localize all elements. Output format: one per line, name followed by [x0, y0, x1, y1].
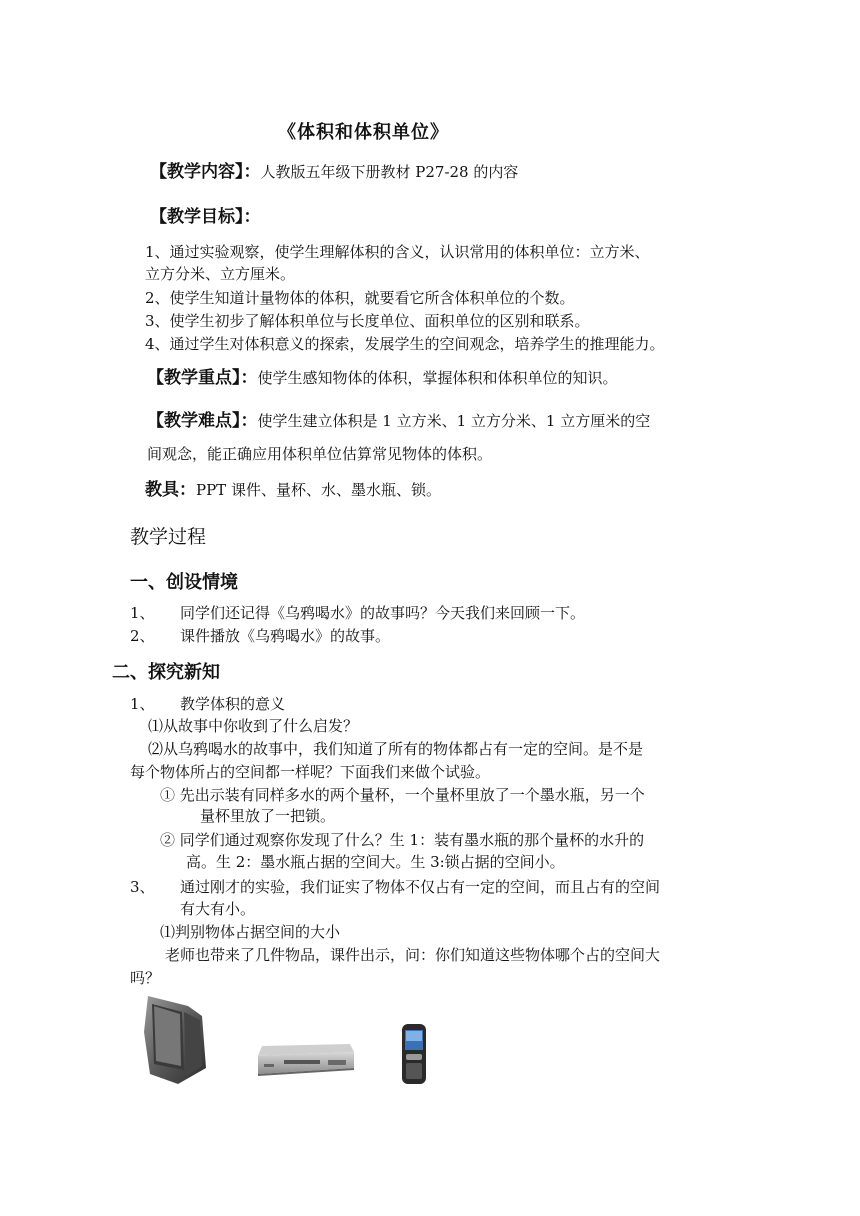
section2-item-1 [130, 694, 285, 714]
paragraph-1: 老师也带来了几件物品，课件出示，问：你们知道这些物体哪个占的空间大 [165, 946, 661, 964]
item-text: 同学们还记得《乌鸦喝水》的故事吗？今天我们来回顾一下。 [180, 604, 586, 622]
dvd-player-image [254, 1040, 356, 1080]
difficulty-text: 使学生建立体积是 1 立方米、1 立方分米、1 立方厘米的空 [257, 412, 651, 430]
content-line [150, 162, 518, 182]
question-2: ⑵从乌鸦喝水的故事中，我们知道了所有的物体都占有一定的空间。是不是 [148, 740, 644, 758]
goals-heading [150, 207, 261, 227]
difficulty-label: 【教学难点】： [147, 411, 258, 431]
item-number: 2、 [130, 627, 155, 645]
mobile-phone-image [400, 1022, 428, 1086]
section1-item-1 [130, 603, 585, 623]
tools-text: PPT 课件、量杯、水、墨水瓶、锁。 [196, 481, 441, 499]
process-heading: 教学过程 [130, 526, 207, 548]
section1-item-2 [130, 626, 390, 646]
item-number: 3、 [130, 878, 155, 896]
goal-line-3: 3、使学生初步了解体积单位与长度单位、面积单位的区别和联系。 [145, 312, 590, 330]
goal-line-2: 2、使学生知道计量物体的体积，就要看它所含体积单位的个数。 [145, 289, 575, 307]
circle-item-2: ② 同学们通过观察你发现了什么？生 1：装有墨水瓶的那个量杯的水升的 [160, 831, 645, 849]
keypoint-label: 【教学重点】： [147, 368, 258, 388]
section1-heading: 一、创设情境 [130, 572, 238, 593]
circle-item-1-cont: 量杯里放了一把锁。 [200, 807, 336, 825]
goals-label: 【教学目标】： [150, 207, 261, 227]
item-text: 课件播放《乌鸦喝水》的故事。 [180, 627, 391, 645]
tools-line [145, 480, 441, 500]
goal-line-4: 4、通过学生对体积意义的探索，发展学生的空间观念，培养学生的推理能力。 [145, 335, 665, 353]
question-2-cont: 每个物体所占的空间都一样呢？下面我们来做个试验。 [130, 763, 491, 781]
goal-line-1: 1、通过实验观察，使学生理解体积的含义，认识常用的体积单位：立方米、 [145, 243, 650, 261]
item-text: 教学体积的意义 [180, 695, 286, 713]
content-text: 人教版五年级下册教材 P27-28 的内容 [260, 163, 519, 181]
goal-line-1b: 立方分米、立方厘米。 [145, 265, 296, 283]
circle-item-2-cont: 高。生 2：墨水瓶占据的空间大。生 3:锁占据的空间小。 [186, 853, 565, 871]
section2-item-3-cont: 有大有小。 [180, 900, 256, 918]
sub-heading-1: ⑴判别物体占据空间的大小 [160, 923, 341, 941]
question-1: ⑴从故事中你收到了什么启发？ [148, 717, 359, 735]
item-number: 1、 [130, 695, 155, 713]
keypoint-line [147, 368, 618, 388]
difficulty-line-2: 间观念，能正确应用体积单位估算常见物体的体积。 [147, 445, 493, 463]
item-number: 1、 [130, 604, 155, 622]
section2-item-3 [130, 877, 660, 897]
difficulty-line [147, 411, 650, 431]
content-label: 【教学内容】： [150, 162, 261, 182]
section2-heading: 二、探究新知 [112, 662, 220, 683]
item-text: 通过刚才的实验，我们证实了物体不仅占有一定的空间，而且占有的空间 [180, 878, 661, 896]
circle-item-1: ① 先出示装有同样多水的两个量杯，一个量杯里放了一个墨水瓶，另一个 [160, 786, 645, 804]
tv-image [138, 992, 210, 1088]
page-title: 《体积和体积单位》 [278, 122, 449, 143]
tools-label: 教具： [145, 480, 196, 500]
paragraph-1-cont: 吗？ [130, 969, 161, 987]
keypoint-text: 使学生感知物体的体积，掌握体积和体积单位的知识。 [257, 369, 618, 387]
